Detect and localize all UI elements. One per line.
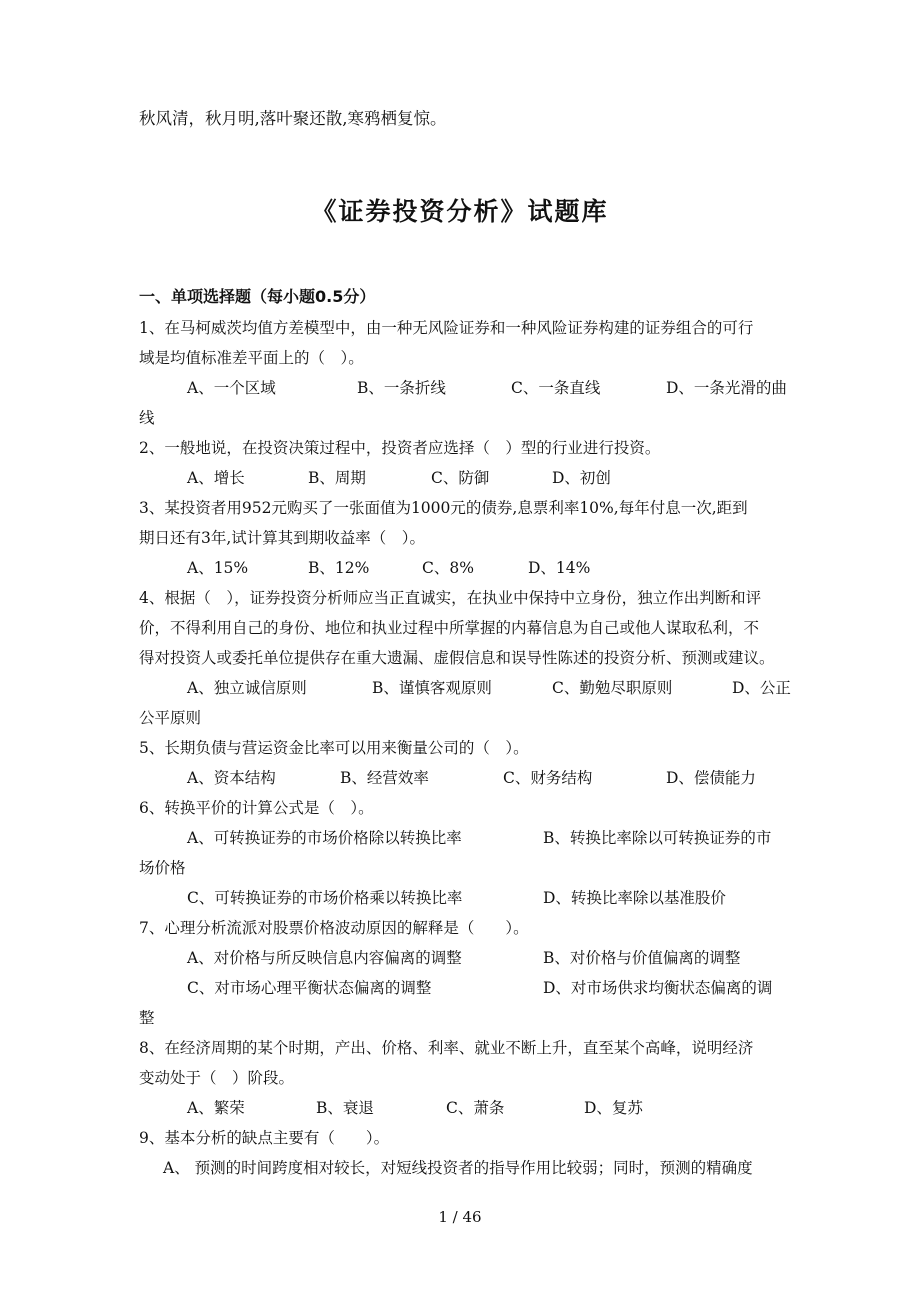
question-6-line-1: 6、转换平价的计算公式是（ ）。 [139,799,374,817]
q4-option-d-continued: 公平原则 [139,709,202,727]
q1-option-d-continued: 线 [139,409,155,427]
q8-option-b: B、衰退 [316,1099,374,1117]
q5-option-a: A、资本结构 [187,769,276,787]
q1-option-b: B、一条折线 [357,379,446,397]
q3-option-b: B、12% [308,559,370,577]
q7-option-d-continued: 整 [139,1009,155,1027]
question-4-line-1: 4、根据（ ），证券投资分析师应当正直诚实，在执业中保持中立身份，独立作出判断和评 [139,589,762,607]
q5-option-c: C、财务结构 [503,769,593,787]
question-5-line-1: 5、长期负债与营运资金比率可以用来衡量公司的（ ）。 [139,739,529,757]
question-4-line-3: 得对投资人或委托单位提供存在重大遗漏、虚假信息和误导性陈述的投资分析、预测或建议。 [139,649,775,667]
q6-option-b-continued: 场价格 [139,859,186,877]
q7-option-c: C、对市场心理平衡状态偏离的调整 [187,979,432,997]
q8-option-c: C、萧条 [446,1099,505,1117]
question-7-line-1: 7、心理分析流派对股票价格波动原因的解释是（ ）。 [139,919,529,937]
question-9-line-1: 9、基本分析的缺点主要有（ ）。 [139,1129,390,1147]
q2-option-d: D、初创 [552,469,611,487]
q8-option-d: D、复苏 [584,1099,643,1117]
q1-option-c: C、一条直线 [511,379,601,397]
q7-option-d: D、对市场供求均衡状态偏离的调 [543,979,773,997]
q3-option-a: A、15% [187,559,249,577]
header-poem: 秋风清，秋月明,落叶聚还散,寒鸦栖复惊。 [139,109,447,128]
q4-option-c: C、勤勉尽职原则 [552,679,673,697]
question-3-line-1: 3、某投资者用952元购买了一张面值为1000元的债券,息票利率10%,每年付息一次,距到 [139,499,748,517]
q7-option-a: A、对价格与所反映信息内容偏离的调整 [187,949,462,967]
q4-option-a: A、独立诚信原则 [187,679,307,697]
q5-option-b: B、经营效率 [340,769,429,787]
q3-option-c: C、8% [422,559,474,577]
page-number: 1 / 46 [438,1208,482,1226]
question-8-line-1: 8、在经济周期的某个时期，产出、价格、利率、就业不断上升，直至某个高峰，说明经济 [139,1039,754,1057]
q2-option-c: C、防御 [431,469,490,487]
page-title: 《证券投资分析》试题库 [311,197,609,226]
q6-option-d: D、转换比率除以基准股价 [543,889,726,907]
q9-option-a: A、 预测的时间跨度相对较长，对短线投资者的指导作用比较弱；同时，预测的精确度 [163,1159,753,1177]
q6-option-b: B、转换比率除以可转换证券的市 [543,829,772,847]
q2-option-a: A、增长 [187,469,245,487]
q7-option-b: B、对价格与价值偏离的调整 [543,949,741,967]
q4-option-b: B、谨慎客观原则 [372,679,492,697]
question-1-line-1: 1、在马柯威茨均值方差模型中，由一种无风险证券和一种风险证券构建的证券组合的可行 [139,319,754,337]
q3-option-d: D、14% [528,559,591,577]
q6-option-c: C、可转换证券的市场价格乘以转换比率 [187,889,463,907]
q2-option-b: B、周期 [308,469,366,487]
q1-option-d: D、一条光滑的曲 [666,379,787,397]
q8-option-a: A、繁荣 [187,1099,245,1117]
question-2-line-1: 2、一般地说，在投资决策过程中，投资者应选择（ ）型的行业进行投资。 [139,439,661,457]
question-8-line-2: 变动处于（ ）阶段。 [139,1069,295,1087]
q6-option-a: A、可转换证券的市场价格除以转换比率 [187,829,462,847]
q4-option-d: D、公正 [732,679,791,697]
question-3-line-2: 期日还有3年,试计算其到期收益率（ ）。 [139,529,426,547]
q5-option-d: D、偿债能力 [666,769,756,787]
question-1-line-2: 域是均值标准差平面上的（ ）。 [139,349,364,367]
question-4-line-2: 价，不得利用自己的身份、地位和执业过程中所掌握的内幕信息为自己或他人谋取私利，不 [139,619,760,637]
q1-option-a: A、一个区域 [187,379,276,397]
section-heading: 一、单项选择题（每小题0.5分） [139,287,376,306]
